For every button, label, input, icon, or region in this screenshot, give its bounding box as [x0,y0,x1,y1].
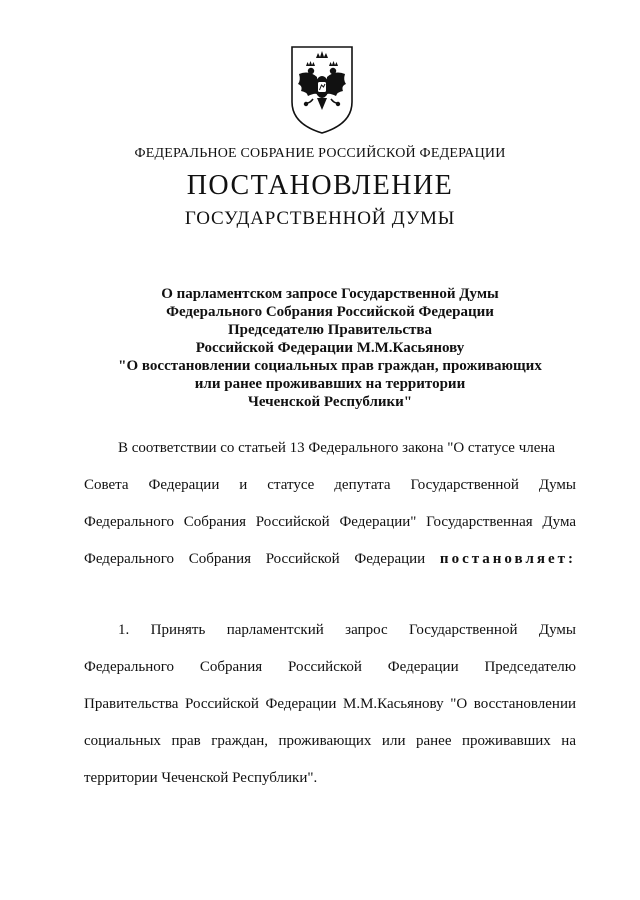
preamble-line: Совета Федерации и статусе депутата Государственной Думы [84,477,576,493]
subject-line: Чеченской Республики" [247,394,413,410]
subject-line: или ранее проживавших на территории [194,376,466,392]
coat-of-arms-icon [289,44,355,136]
preamble-line: Федерального Собрания Российской Федерации" Государственная Дума [84,514,576,530]
preamble-line: В соответствии со статьей 13 Федерального закона "О статусе члена [118,440,556,456]
subject-line: Федерального Собрания Российской Федерации [166,304,494,320]
organization-name: ФЕДЕРАЛЬНОЕ СОБРАНИЕ РОССИЙСКОЙ ФЕДЕРАЦИИ [134,146,506,161]
document-title: ПОСТАНОВЛЕНИЕ [186,170,454,201]
clause-line: социальных прав граждан, проживающих или ранее проживавших на [84,733,576,749]
subject-line: О парламентском запросе Государственной Думы [161,286,499,302]
preamble-paragraph [84,438,576,586]
clause-line: Федерального Собрания Российской Федерации Председателю [84,659,576,675]
subject-line: Председателю Правительства [228,322,432,338]
clause-line: 1. Принять парламентский запрос Государственной Думы [118,622,576,638]
preamble-text: Федерального Собрания Российской Федерации [84,551,426,567]
subject-heading [80,285,580,411]
subject-line: "О восстановлении социальных прав граждан, проживающих [118,358,542,374]
document-subtitle: ГОСУДАРСТВЕННОЙ ДУМЫ [184,208,456,229]
clause-line: территории Чеченской Республики". [84,770,318,786]
resolves-keyword: постановляет: [439,551,576,567]
clause-1-paragraph [84,620,576,805]
clause-line: Правительства Российской Федерации М.М.Касьянову "О восстановлении [84,696,576,712]
subject-line: Российской Федерации М.М.Касьянову [195,340,465,356]
preamble-line [84,549,576,586]
